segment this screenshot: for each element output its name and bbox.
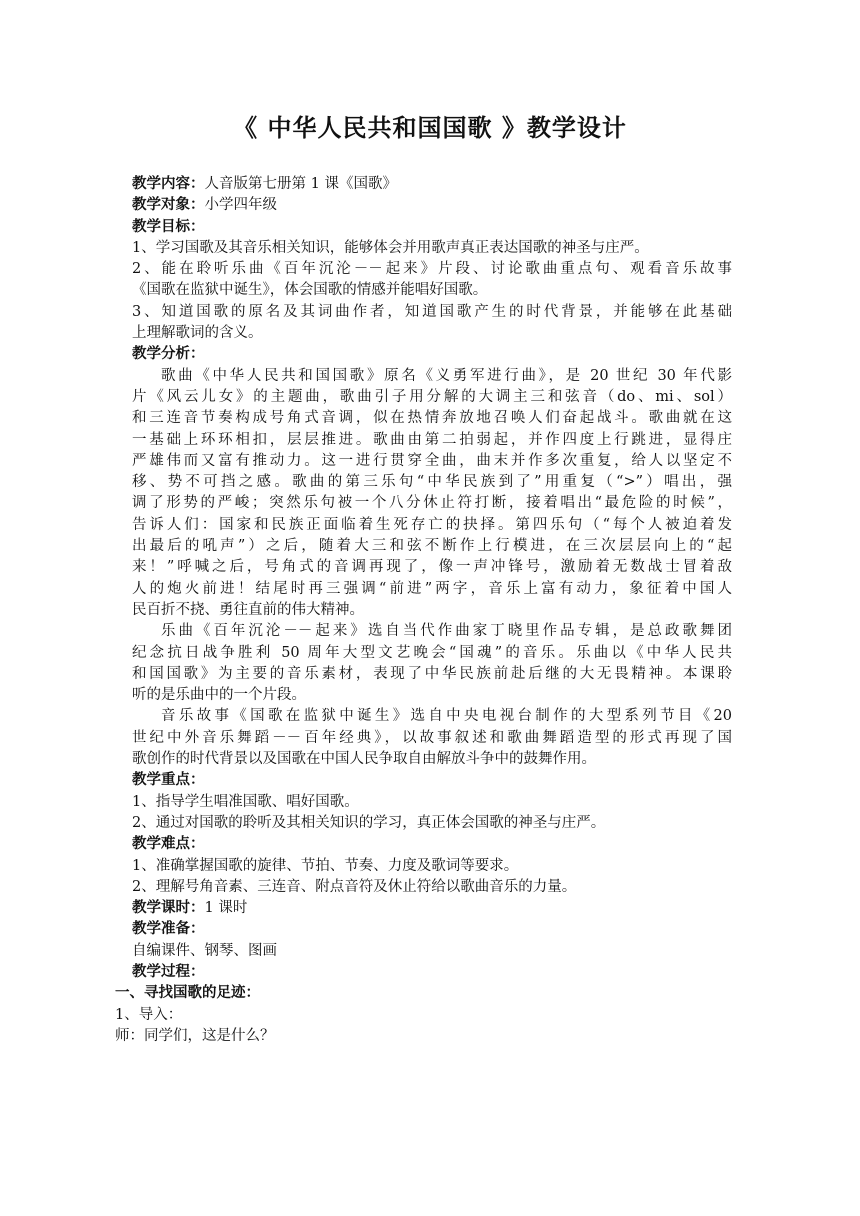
key-point-line: 2、通过对国歌的聆听及其相关知识的学习，真正体会国歌的神圣与庄严。 [132, 814, 606, 831]
section-heading [115, 983, 732, 1004]
teaching-hours-value: 1 课时 [204, 900, 248, 917]
goal-line: 1、学习国歌及其音乐相关知识，能够体会并用歌声真正表达国歌的神圣与庄严。 [132, 239, 649, 256]
teaching-content-row [132, 174, 732, 195]
preparation-heading [132, 919, 732, 940]
analysis-line: 调了形势的严峻；突然乐句被一个八分休止符打断，接着唱出“最危险的时候”， [132, 495, 732, 512]
analysis-line: 严雄伟而又富有推动力。这一进行贯穿全曲，曲末并作多次重复，给人以坚定不 [132, 452, 732, 469]
key-point-line: 1、指导学生唱准国歌、唱好国歌。 [132, 793, 359, 810]
goal-line: 《国歌在监狱中诞生》，体会国歌的情感并能唱好国歌。 [132, 282, 488, 299]
analysis-line: 音乐故事《国歌在监狱中诞生》选自中央电视台制作的大型系列节目《20 [161, 708, 732, 725]
analysis-line: 和三连音节奏构成号角式音调，似在热情奔放地召唤人们奋起战斗。歌曲就在这 [132, 410, 732, 427]
analysis-line: 世纪中外音乐舞蹈－－百年经典》，以故事叙述和歌曲舞蹈造型的形式再现了国 [132, 729, 732, 746]
preparation-value: 自编课件、钢琴、图画 [132, 942, 277, 959]
key-points-label: 教学重点： [132, 772, 205, 789]
analysis-line: 歌曲《中华人民共和国国歌》原名《义勇军进行曲》，是 20 世纪 30 年代影 [161, 367, 732, 384]
difficulty-line: 2、理解号角音素、三连音、附点音符及休止符给以歌曲音乐的力量。 [132, 878, 577, 895]
analysis-heading [132, 344, 732, 365]
teaching-audience-value: 小学四年级 [204, 197, 277, 214]
goal-line: 2、能在聆听乐曲《百年沉沦－－起来》片段、讨论歌曲重点句、观看音乐故事 [132, 261, 732, 278]
teacher-line: 师：同学们，这是什么？ [115, 1027, 275, 1044]
process-heading [132, 962, 732, 983]
goal-line: 3、知道国歌的原名及其词曲作者，知道国歌产生的时代背景，并能够在此基础 [132, 303, 732, 320]
analysis-line: 民百折不挠、勇往直前的伟大精神。 [132, 601, 364, 618]
analysis-line: 纪念抗日战争胜利 50 周年大型文艺晚会“国魂”的音乐。乐曲以《中华人民共 [132, 644, 732, 661]
difficulty-line: 1、准确掌握国歌的旋律、节拍、节奏、力度及歌词等要求。 [132, 857, 519, 874]
difficulties-heading [132, 834, 732, 855]
document-body [115, 174, 732, 1047]
goal-line: 上理解歌词的含义。 [132, 325, 263, 342]
analysis-line: 歌创作的时代背景以及国歌在中国人民争取自由解放斗争中的鼓舞作用。 [132, 751, 596, 768]
analysis-line: 片《风云儿女》的主题曲，歌曲引子用分解的大调主三和弦音（do、mi、sol） [132, 388, 732, 405]
analysis-line: 移、势不可挡之感。歌曲的第三乐句“中华民族到了”用重复（“>”）唱出，强 [132, 474, 732, 491]
analysis-line: 一基础上环环相扣，层层推进。歌曲由第二拍弱起，并作四度上行跳进，显得庄 [132, 431, 732, 448]
process-label: 教学过程： [132, 963, 205, 980]
teaching-hours-label: 教学课时： [132, 900, 205, 917]
analysis-line: 出最后的吼声”）之后，随着大三和弦不断作上行模进，在三次层层向上的“起 [132, 538, 732, 555]
section1-label: 一、寻找国歌的足迹： [115, 985, 260, 1002]
key-points-heading [132, 770, 732, 791]
teaching-audience-label: 教学对象： [132, 197, 205, 214]
goals-label: 教学目标： [132, 218, 205, 235]
analysis-label: 教学分析： [132, 346, 205, 363]
analysis-line: 来！”呼喊之后，号角式的音调再现了，像一声冲锋号，激励着无数战士冒着敌 [132, 559, 732, 576]
analysis-line: 和国国歌》为主要的音乐素材，表现了中华民族前赴后继的大无畏精神。本课聆 [132, 665, 732, 682]
step-line: 1、导入： [115, 1006, 183, 1023]
teaching-hours-row [132, 898, 732, 919]
analysis-line: 听的是乐曲中的一个片段。 [132, 687, 306, 704]
teaching-content-label: 教学内容： [132, 176, 205, 192]
difficulties-label: 教学难点： [132, 836, 205, 853]
goals-heading [132, 217, 732, 238]
analysis-line: 乐曲《百年沉沦－－起来》选自当代作曲家丁晓里作品专辑，是总政歌舞团 [161, 623, 732, 640]
document-title: 《 中华人民共和国国歌 》教学设计 [233, 114, 627, 142]
analysis-line: 告诉人们：国家和民族正面临着生死存亡的抉择。第四乐句（“每个人被迫着发 [132, 516, 732, 533]
preparation-label: 教学准备： [132, 921, 205, 938]
teaching-audience-row [132, 195, 732, 216]
analysis-line: 人的炮火前进！结尾时再三强调“前进”两字，音乐上富有动力，象征着中国人 [132, 580, 732, 597]
teaching-content-value: 人音版第七册第 1 课《国歌》 [204, 176, 397, 192]
